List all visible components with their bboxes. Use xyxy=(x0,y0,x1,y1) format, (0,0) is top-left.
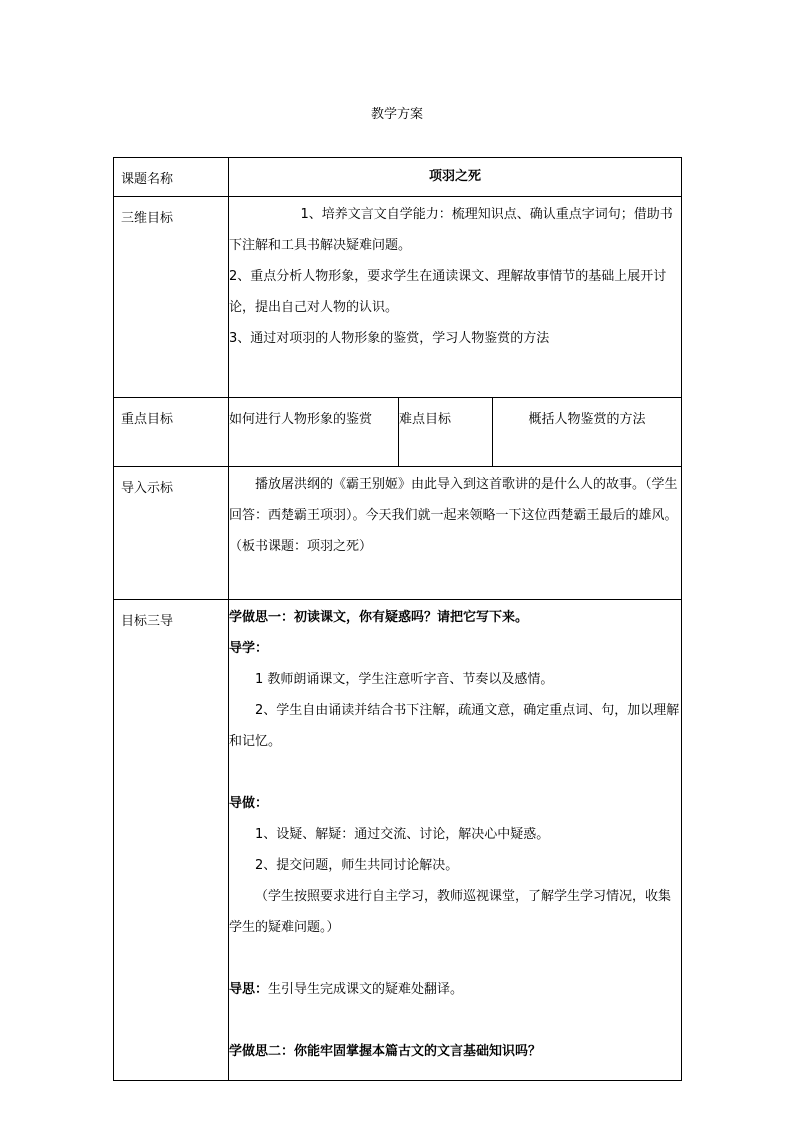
intro-text: 播放屠洪纲的《霸王别姬》由此导入到这首歌讲的是什么人的故事。（学生回答：西楚霸王项羽）。今天我们就一起来领略一下这位西楚霸王最后的雄风。（板书课题：项羽之死） xyxy=(229,477,678,554)
difficulty-label: 难点目标 xyxy=(399,398,493,467)
goals-label: 三维目标 xyxy=(114,197,229,398)
daozuo-heading: 导做： xyxy=(229,796,269,811)
key-goal-label: 重点目标 xyxy=(114,398,229,467)
three-guides-label: 目标三导 xyxy=(114,600,229,1081)
intro-label: 导入示标 xyxy=(114,467,229,600)
daozuo-item-2: 2、提交问题，师生共同讨论解决。 xyxy=(255,858,459,873)
intro-cell xyxy=(229,467,682,600)
daosi-line xyxy=(229,974,681,1005)
key-goal-value: 如何进行人物形象的鉴赏 xyxy=(229,398,399,467)
topic-value: 项羽之死 xyxy=(229,158,682,197)
goal-item-1: 1、培养文言文自学能力：梳理知识点、确认重点字词句；借助书下注解和工具书解决疑难问题。 xyxy=(229,207,673,253)
daozuo-item-1: 1、设疑、解疑：通过交流、讨论，解决心中疑惑。 xyxy=(255,827,550,842)
daoxue-heading: 导学： xyxy=(229,641,269,656)
topic-label: 课题名称 xyxy=(114,158,229,197)
row-topic xyxy=(114,158,682,197)
goals-cell xyxy=(229,197,682,398)
row-goals xyxy=(114,197,682,398)
row-intro xyxy=(114,467,682,600)
lesson-plan-table xyxy=(113,157,682,1081)
goal-item-3: 3、通过对项羽的人物形象的鉴赏，学习人物鉴赏的方法 xyxy=(229,331,550,346)
daoxue-item-2: 2、学生自由诵读并结合书下注解，疏通文意，确定重点词、句，加以理解和记忆。 xyxy=(229,703,680,749)
goal-item-2: 2、重点分析人物形象，要求学生在通读课文、理解故事情节的基础上展开讨论，提出自己对人物的认识。 xyxy=(229,269,667,315)
daozuo-note: （学生按照要求进行自主学习，教师巡视课堂，了解学生学习情况，收集学生的疑难问题。） xyxy=(229,889,672,935)
question-2: 学做思二：你能牢固掌握本篇古文的文言基础知识吗？ xyxy=(229,1044,542,1059)
document-title: 教学方案 xyxy=(370,107,423,122)
daosi-heading: 导思： xyxy=(229,982,269,997)
daoxue-item-1: 1 教师朗诵课文，学生注意听字音、节奏以及感情。 xyxy=(255,672,554,687)
difficulty-value: 概括人物鉴赏的方法 xyxy=(493,398,682,467)
daosi-text: 生引导生完成课文的疑难处翻译。 xyxy=(268,982,464,997)
row-three-guides xyxy=(114,600,682,1081)
row-key-goal xyxy=(114,398,682,467)
three-guides-cell xyxy=(229,600,682,1081)
question-1: 学做思一：初读课文，你有疑惑吗？请把它写下来。 xyxy=(229,610,529,625)
